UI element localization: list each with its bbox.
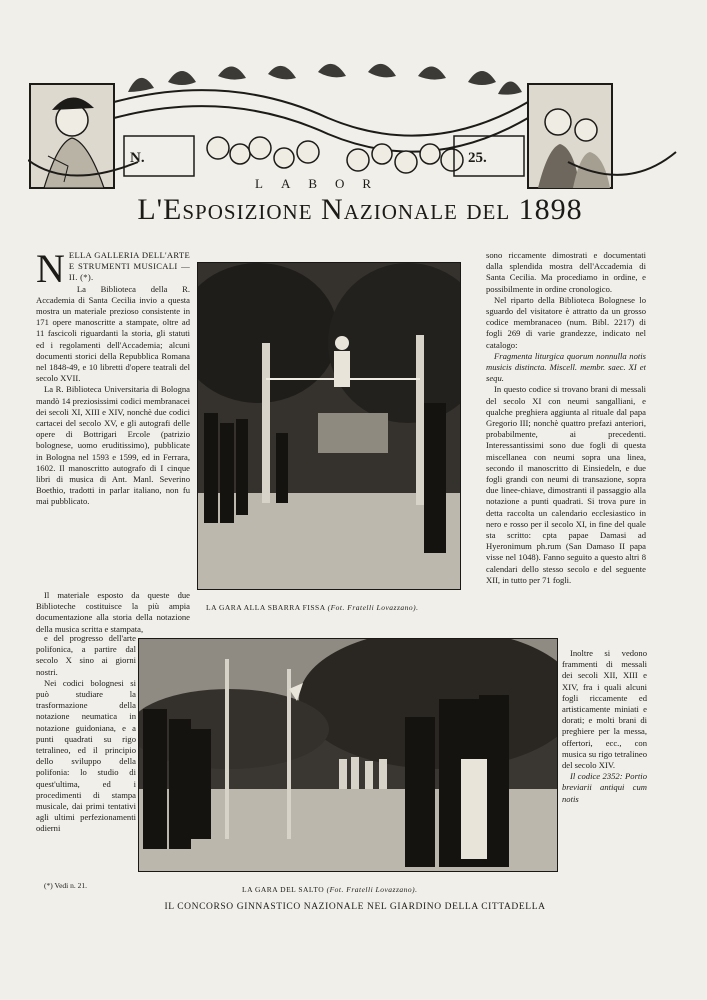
paragraph: Nel riparto della Biblioteca Bolognese lo sguardo del visitatore è attratto da un grosso codice membranaceo (num. Bibl. 2217) di fogli 269 di varie grandezze, indicato nel catalogo:: [486, 294, 646, 350]
header-ornament: [28, 62, 678, 192]
catalog-entry: Fragmenta liturgica quorum nonnulla notis musicis distincta. Miscell. membr. saec. XI et sequ.: [486, 350, 646, 384]
left-column-mid: [36, 590, 190, 635]
masthead: LABOR: [255, 176, 390, 191]
paragraph: In questo codice si trovano brani di messali del secolo XI con neumi sangalliani, e qualche preghiera aggiunta al rituale dal papa Gregorio III; nonchè quattro prefazi anteriori, probabilmente, ai precedenti. Interessantissimi sono due fogli di questa miscellanea con neumi sopra una linea, secondo il manoscritto di Einsiedeln, e due fogli grandi con neumi di transazione, sopra due linee-chiave, dimostranti il passaggio alla notazione a punti quadrati. Si trova pure in detta raccolta un calendario ecclesiastico in nero e rosso per il secolo XI, in fine del quale sta scritto: cpta papae Damasi ad Hyeronimum ph.rum (San Damaso II papa visse nel 1048). Fanno seguito a questo altri 8 calendari dello stesso secolo e del seguente XII, in tutto per 71 fogli.: [486, 384, 646, 585]
section-caption: IL CONCORSO GINNASTICO NAZIONALE NEL GIARDINO DELLA CITTADELLA: [164, 902, 546, 912]
issue-number-value: 25.: [468, 150, 487, 166]
right-column-top: [486, 250, 646, 642]
caption-text: LA GARA ALLA SBARRA FISSA: [206, 603, 326, 612]
paragraph: La Biblioteca della R. Accademia di Santa Cecilia invio a questa mostra un materiale prezioso consistente in 171 opere manoscritte a stampate, oltre ad 11 fascicoli riguardanti la storia, gli statuti ed i regolamenti dell'Accademia; alcuni documenti storici della Repubblica Romana nel 1848-49, e 10 libretti d'opere teatrali del secolo XVII.: [36, 283, 190, 384]
paragraph: Nei codici bolognesi si può studiare la trasformazione della notazione neumatica in notazione guidoniana, e a punti quadrati su rigo tetralineo, ed il principio dello sviluppo della polifonia: lo studio di quest'ultima, ed i procedimenti di stampa musicale, dai primi tentativi agli ultimi perfezionamenti odierni: [36, 677, 136, 834]
high-jump-icon: [139, 639, 557, 871]
issue-number-label: N.: [130, 150, 145, 166]
paragraph: La R. Biblioteca Universitaria di Bologna mandò 14 preziosissimi codici membranacei dei secoli XI, XIII e XIV, nonchè due codici cartacei del secolo XV, e gli autografi delle opere di Bottrigari Ercole (patrizio bolognese, uomo eruditissimo), pubblicate in Bologna nel 1593 e 1599, ed in Ferrara, 1602. Il manoscritto autografo di I cinque libri di musica di Ant. Manl. Severino Boethio, tradotti in parlar italiano, non fu mai pubblicato.: [36, 384, 190, 507]
photo-fixed-bar: [197, 262, 461, 590]
left-column-narrow: [36, 633, 136, 835]
caption-credit: (Fot. Fratelli Lovazzano).: [326, 885, 418, 894]
paragraph: Inoltre si vedono frammenti di messali dei secoli XII, XIII e XIV, fra i quali alcuni fogli riccamente ed artisticamente miniati e dorati; e molti brani di preghiere per la messa, offertori, ecc., con musica su rigo tetralineo del secolo XIV.: [562, 648, 647, 771]
paragraph: e del progresso dell'arte polifonica, a partire dal secolo X sino ai giorni nostri.: [36, 633, 136, 677]
right-column-narrow: [562, 648, 647, 888]
page-title: L'Esposizione Nazionale del 1898: [137, 193, 583, 226]
paragraph: sono riccamente dimostrati e documentati dalla splendida mostra dell'Accademia di Santa Cecilia. Ma procediamo in ordine, e possibilmente in ordine cronologico.: [486, 250, 646, 294]
caption-credit: (Fot. Fratelli Lovazzano).: [327, 603, 419, 612]
photo-high-jump: [138, 638, 558, 872]
footnote: (*) Vedi n. 21.: [44, 881, 87, 890]
article-lead: ELLA GALLERIA DELL'ARTE E STRUMENTI MUSICALI — II. (*).: [68, 250, 190, 283]
gymnast-on-bar-icon: [198, 263, 460, 589]
photo-caption-top: [206, 603, 419, 612]
caption-text: LA GARA DEL SALTO: [242, 885, 325, 894]
photo-caption-bottom: [242, 885, 418, 894]
art-nouveau-frieze-icon: [28, 62, 678, 192]
paragraph: Il materiale esposto da queste due Biblioteche costituisce la più ampia documentazione alla storia della notazione della musica scritta e stampata,: [36, 590, 190, 634]
left-column-top: [36, 246, 190, 507]
drop-cap: N: [36, 246, 65, 291]
paragraph: Il codice 2352: Portio breviarii antiqui cum notis: [562, 771, 647, 804]
